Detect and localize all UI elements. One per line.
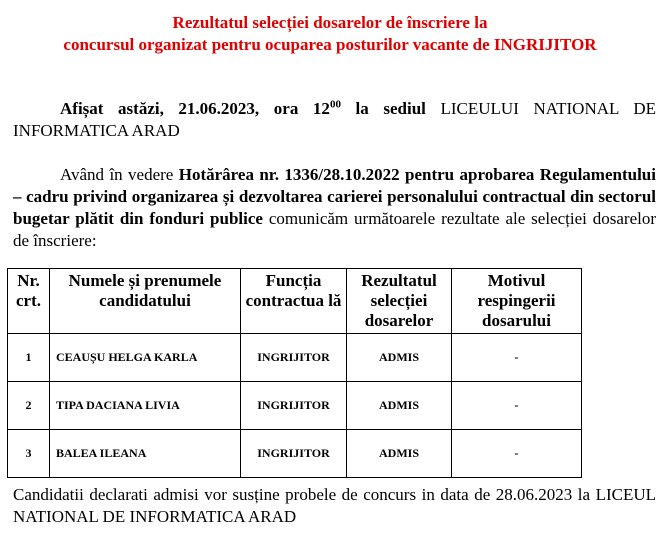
intro-legal-reference: Hotărârea nr. 1336/28.10.2022 pentru aprobarea Regulamentului – cadru privind organizarea și dezvoltarea carierei personalului contractual din sectorul bugetar plătit din fonduri publice xyxy=(13,165,656,228)
posting-paragraph xyxy=(13,98,656,142)
header-reason: Motivul respingerii dosarului xyxy=(452,269,582,334)
intro-lead: Având în vedere xyxy=(60,165,179,184)
document-title xyxy=(0,12,660,56)
cell-reason: - xyxy=(452,382,582,430)
header-function: Funcția contractua lă xyxy=(241,269,347,334)
posting-date: Afișat astăzi, 21.06.2023, ora 12 xyxy=(60,99,330,118)
cell-name: CEAUȘU HELGA KARLA xyxy=(50,334,241,382)
header-name: Numele și prenumele candidatului xyxy=(50,269,241,334)
table-header-row xyxy=(8,269,582,334)
table-row xyxy=(8,334,582,382)
cell-nr: 1 xyxy=(8,334,50,382)
cell-result: ADMIS xyxy=(347,430,452,478)
posting-time-minutes: 00 xyxy=(329,98,341,111)
cell-function: INGRIJITOR xyxy=(241,382,347,430)
header-result: Rezultatul selecției dosarelor xyxy=(347,269,452,334)
results-table xyxy=(7,268,582,478)
posting-mid: la sediul xyxy=(340,99,441,118)
cell-nr: 2 xyxy=(8,382,50,430)
cell-reason: - xyxy=(452,334,582,382)
table-row xyxy=(8,430,582,478)
intro-paragraph xyxy=(13,164,656,252)
cell-nr: 3 xyxy=(8,430,50,478)
posting-place: LICEULUI NATIONAL DE INFORMATICA ARAD xyxy=(13,99,657,140)
cell-name: TIPA DACIANA LIVIA xyxy=(50,382,241,430)
intro-tail: comunicăm următoarele rezultate ale selecției dosarelor de înscriere: xyxy=(13,209,657,250)
cell-name: BALEA ILEANA xyxy=(50,430,241,478)
footer-paragraph: Candidatii declarati admisi vor susține probele de concurs in data de 28.06.2023 la LICEUL NATIONAL DE INFORMATICA ARAD xyxy=(13,485,656,526)
cell-result: ADMIS xyxy=(347,382,452,430)
cell-function: INGRIJITOR xyxy=(241,430,347,478)
title-line-1: Rezultatul selecției dosarelor de înscriere la xyxy=(172,13,488,32)
table-row xyxy=(8,382,582,430)
title-line-2: concursul organizat pentru ocuparea posturilor vacante de INGRIJITOR xyxy=(63,35,597,54)
cell-result: ADMIS xyxy=(347,334,452,382)
header-nr: Nr. crt. xyxy=(8,269,50,334)
cell-function: INGRIJITOR xyxy=(241,334,347,382)
cell-reason: - xyxy=(452,430,582,478)
